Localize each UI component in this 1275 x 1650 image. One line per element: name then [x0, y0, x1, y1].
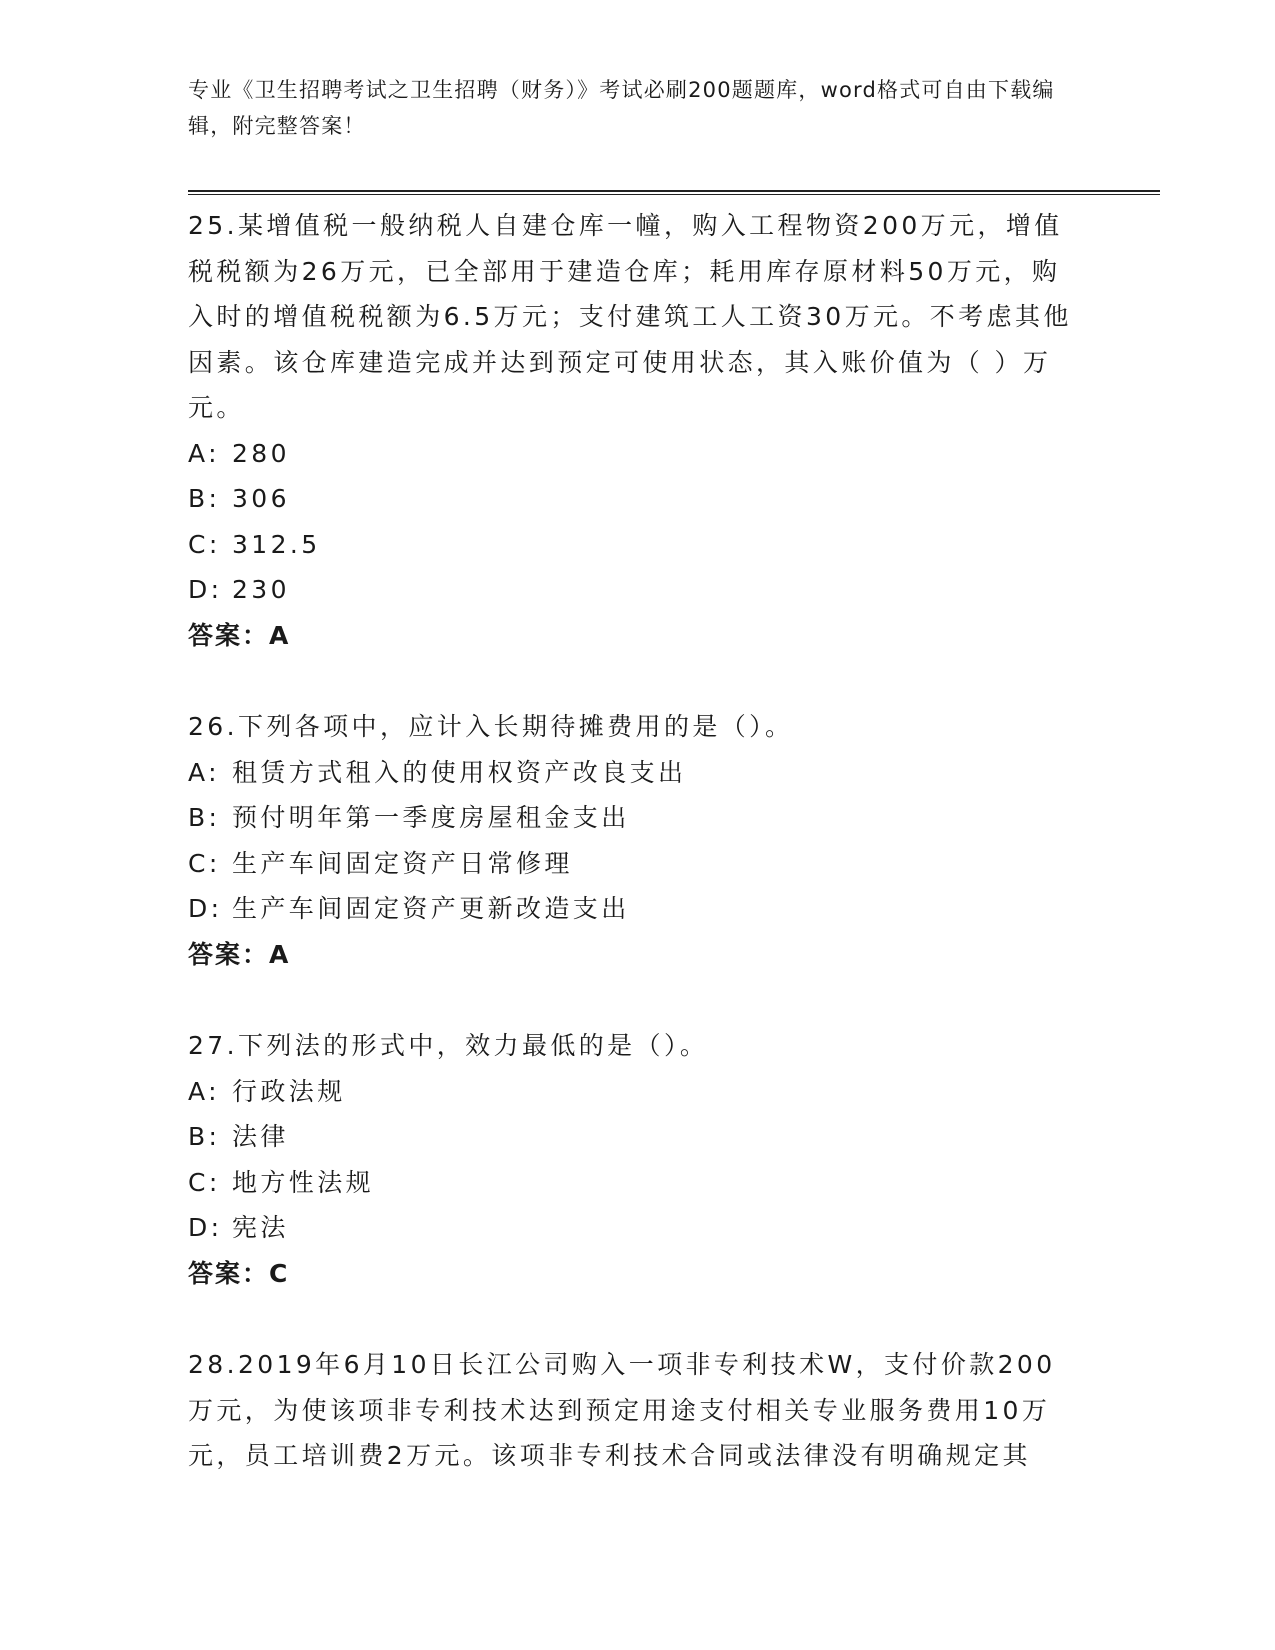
option-text: 312.5	[232, 529, 321, 559]
option-c	[188, 841, 1160, 887]
option-text: 生产车间固定资产日常修理	[232, 848, 573, 878]
option-letter: B:	[188, 1122, 221, 1151]
header-divider	[188, 190, 1160, 195]
question-28	[188, 1342, 1160, 1479]
option-d	[188, 886, 1160, 932]
option-text: 行政法规	[232, 1076, 346, 1106]
option-a	[188, 431, 1160, 477]
option-a	[188, 1069, 1160, 1115]
answer-line: 答案：A	[188, 939, 291, 969]
option-letter: C:	[188, 529, 221, 559]
option-b	[188, 1114, 1160, 1160]
option-b	[188, 476, 1160, 522]
option-text: 生产车间固定资产更新改造支出	[232, 894, 630, 923]
option-text: 地方性法规	[232, 1167, 375, 1197]
option-text: 306	[232, 484, 290, 513]
option-letter: C:	[188, 848, 221, 878]
document-header: 专业《卫生招聘考试之卫生招聘（财务）》考试必刷200题题库，word格式可自由下载编辑，附完整答案！	[188, 78, 1055, 138]
option-c	[188, 1160, 1160, 1206]
option-letter: A:	[188, 757, 220, 787]
document-page	[188, 72, 1160, 1525]
question-27	[188, 1023, 1160, 1296]
option-letter: B:	[188, 803, 221, 832]
option-letter: D:	[188, 1213, 223, 1242]
answer-line: 答案：A	[188, 620, 291, 650]
option-d	[188, 1205, 1160, 1251]
option-letter: D:	[188, 894, 223, 923]
option-text: 宪法	[232, 1213, 289, 1242]
question-26	[188, 704, 1160, 977]
question-text: 27.下列法的形式中，效力最低的是（）。	[188, 1031, 709, 1060]
option-letter: D:	[188, 575, 223, 604]
option-c	[188, 522, 1160, 568]
question-text: 25.某增值税一般纳税人自建仓库一幢，购入工程物资200万元，增值税税额为26万元，已全部用于建造仓库；耗用库存原材料50万元，购入时的增值税税额为6.5万元；支付建筑工人工资30万元。不考虑其他因素。该仓库建造完成并达到预定可使用状态，其入账价值为（ ）万元。	[188, 211, 1072, 422]
option-d	[188, 567, 1160, 613]
question-list	[188, 203, 1160, 1479]
option-text: 280	[232, 438, 290, 468]
option-text: 预付明年第一季度房屋租金支出	[232, 803, 630, 832]
option-text: 230	[232, 575, 290, 604]
answer-line: 答案：C	[188, 1258, 290, 1288]
option-a	[188, 750, 1160, 796]
question-text: 28.2019年6月10日长江公司购入一项非专利技术W，支付价款200万元，为使该项非专利技术达到预定用途支付相关专业服务费用10万元，员工培训费2万元。该项非专利技术合同或法律没有明确规定其	[188, 1350, 1056, 1470]
option-b	[188, 795, 1160, 841]
option-letter: A:	[188, 1076, 220, 1106]
option-text: 租赁方式租入的使用权资产改良支出	[232, 757, 687, 787]
option-letter: A:	[188, 438, 220, 468]
option-letter: C:	[188, 1167, 221, 1197]
option-letter: B:	[188, 484, 221, 513]
option-text: 法律	[232, 1122, 289, 1151]
question-text: 26.下列各项中，应计入长期待摊费用的是（）。	[188, 712, 794, 741]
question-25	[188, 203, 1160, 658]
